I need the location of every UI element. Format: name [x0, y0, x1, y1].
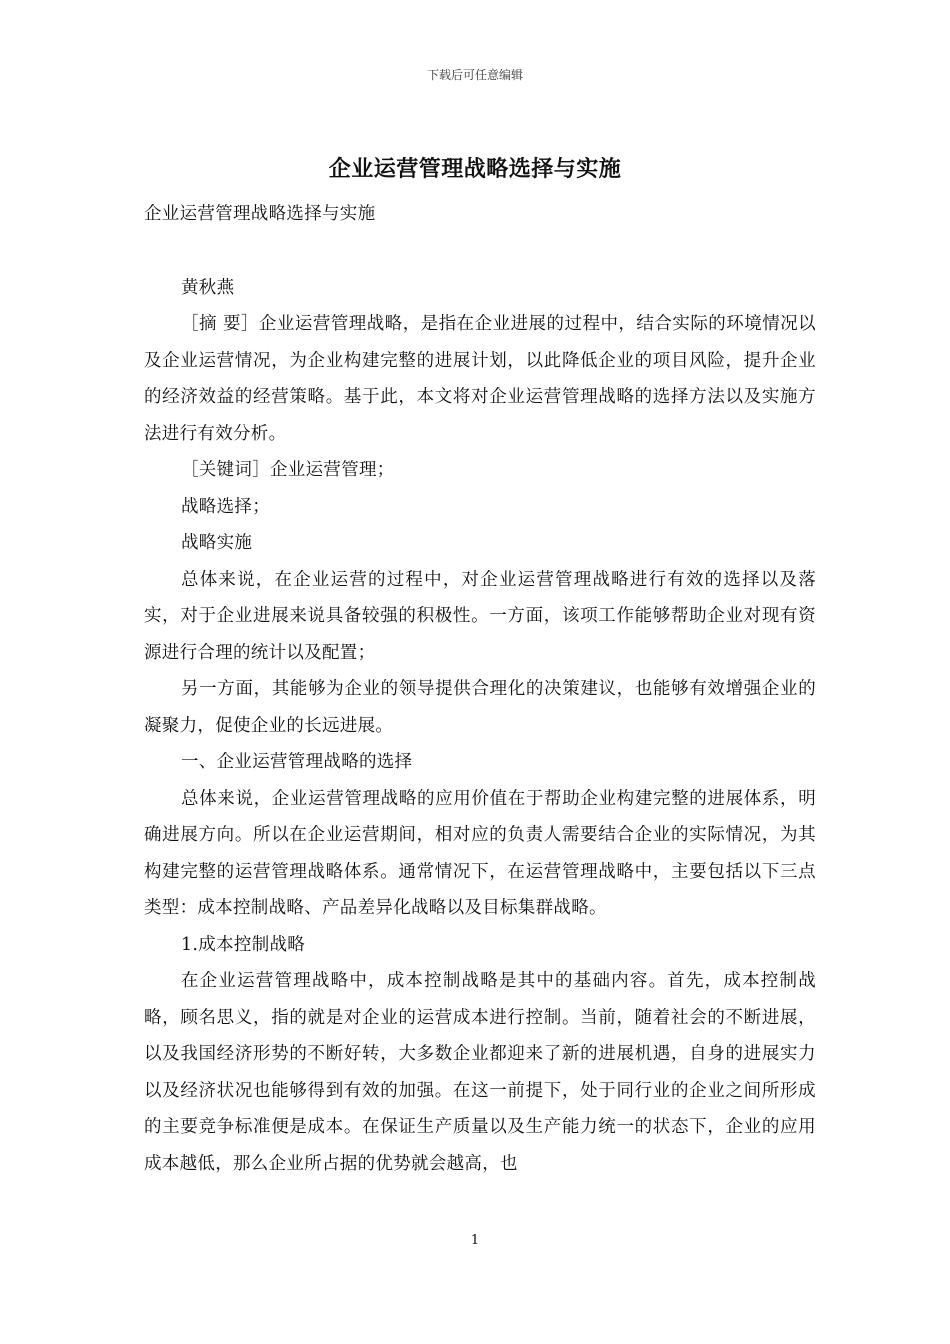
body-paragraph: 总体来说，在企业运营的过程中，对企业运营管理战略进行有效的选择以及落实，对于企业进展来说具备较强的积极性。一方面，该项工作能够帮助企业对现有资源进行合理的统计以及配置； — [144, 569, 816, 663]
body-paragraph: 在企业运营管理战略中，成本控制战略是其中的基础内容。首先，成本控制战略，顾名思义，指的就是对企业的运营成本进行控制。当前，随着社会的不断进展，以及我国经济形势的不断好转，大多数企业都迎来了新的进展机遇，自身的进展实力以及经济状况也能够得到有效的加强。在这一前提下，处于同行业的企业之间所形成的主要竞争标准便是成本。在保证生产质量以及生产能力统一的状态下，企业的应用成本越低，那么企业所占据的优势就会越高，也 — [144, 971, 816, 1174]
document-body — [144, 196, 816, 1182]
subtitle-paragraph: 企业运营管理战略选择与实施 — [144, 204, 376, 224]
page-number: 1 — [470, 1233, 480, 1248]
abstract-paragraph: ［摘 要］企业运营管理战略，是指在企业进展的过程中，结合实际的环境情况以及企业运营情况，为企业构建完整的进展计划，以此降低企业的项目风险，提升企业的经济效益的经营策略。基于此，本文将对企业运营管理战略的选择方法以及实施方法进行有效分析。 — [144, 314, 816, 444]
keyword-line: 战略选择； — [181, 496, 270, 517]
keywords-line: ［关键词］企业运营管理； — [181, 460, 395, 480]
blank-line — [144, 233, 816, 270]
keyword-line: 战略实施 — [181, 533, 253, 553]
body-paragraph: 另一方面，其能够为企业的领导提供合理化的决策建议，也能够有效增强企业的凝聚力，促使企业的长远进展。 — [144, 679, 816, 736]
author-line: 黄秋燕 — [181, 277, 235, 298]
section-heading: 一、企业运营管理战略的选择 — [181, 752, 413, 772]
document-title: 企业运营管理战略选择与实施 — [328, 156, 622, 182]
body-paragraph: 总体来说，企业运营管理战略的应用价值在于帮助企业构建完整的进展体系，明确进展方向。所以在企业运营期间，相对应的负责人需要结合企业的实际情况，为其构建完整的运营管理战略体系。通常情况下，在运营管理战略中，主要包括以下三点类型：成本控制战略、产品差异化战略以及目标集群战略。 — [144, 788, 816, 918]
subsection-heading: 1.成本控制战略 — [181, 934, 306, 955]
header-note: 下载后可任意编辑 — [426, 68, 523, 82]
